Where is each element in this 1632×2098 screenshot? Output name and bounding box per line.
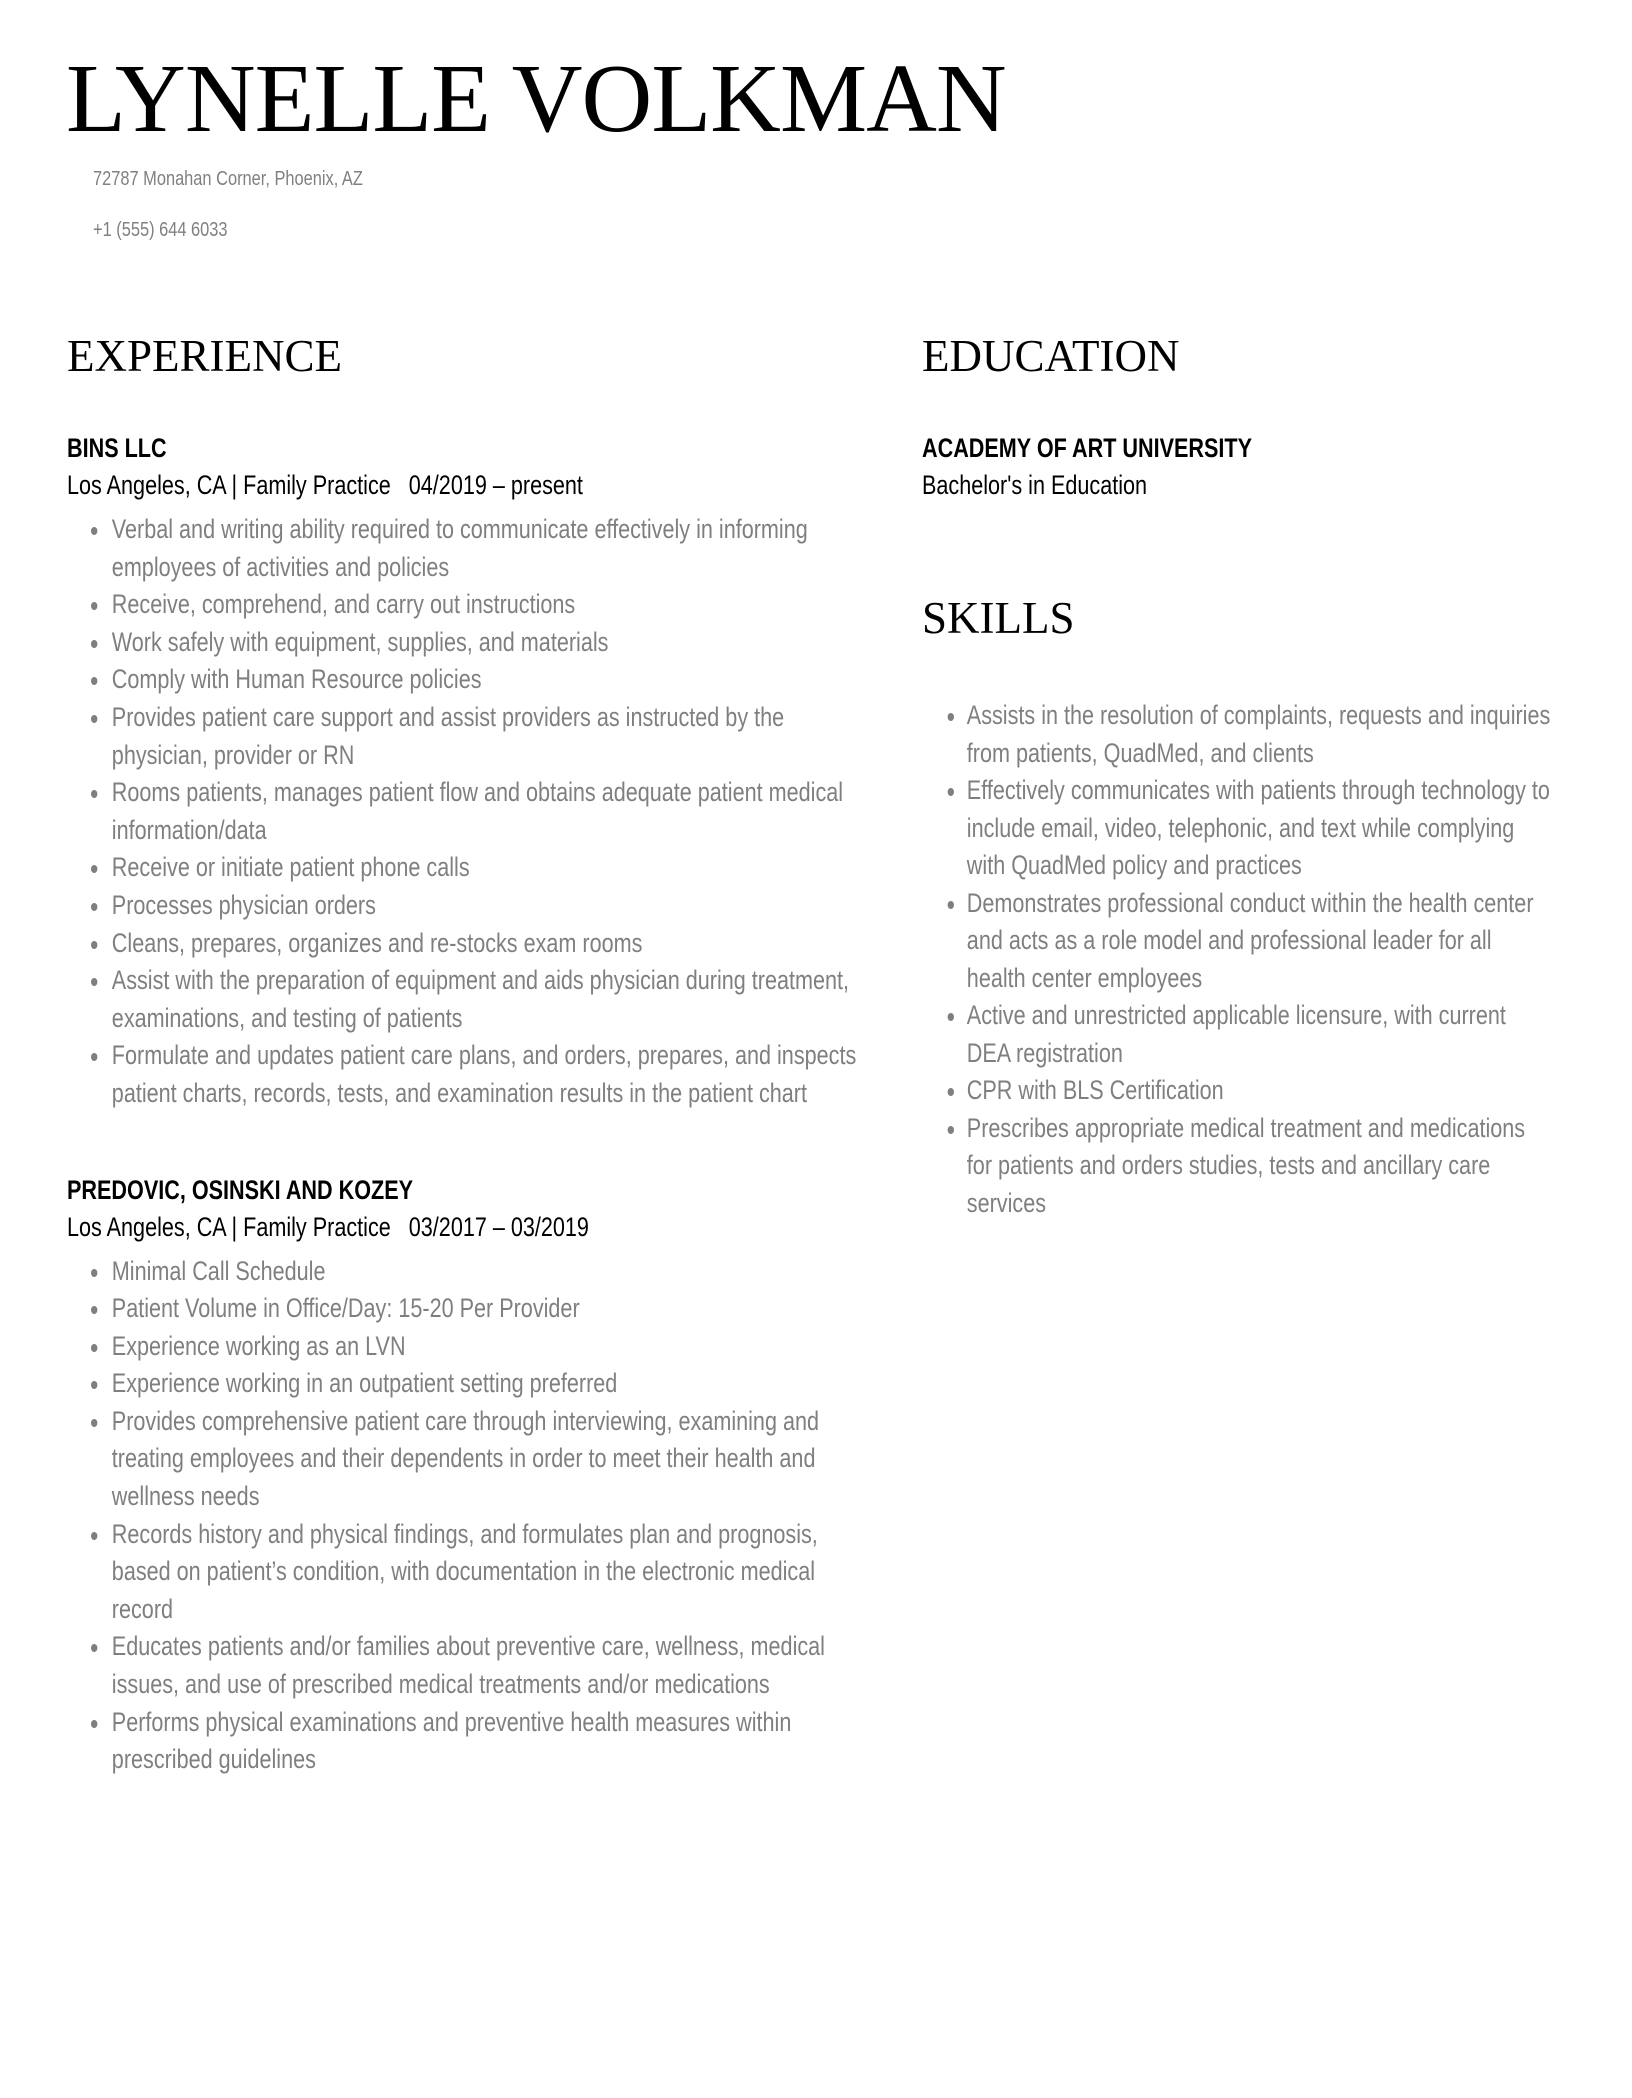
bullet-item [67, 1253, 867, 1291]
education-heading: EDUCATION [922, 331, 1180, 381]
bullet-text: Effectively communicates with patients through technology to include email, video, telephonic, and text while complying with QuadMed policy and practices [966, 775, 1550, 880]
job-department: Family Practice [243, 470, 391, 500]
bullet-dot-icon [91, 677, 97, 685]
bullet-dot-icon [91, 602, 97, 610]
bullet-dot-icon [948, 788, 954, 796]
spacer [391, 1212, 409, 1242]
bullet-text: Assist with the preparation of equipment and aids physician during treatment, examinations, and testing of patients [111, 965, 850, 1033]
company-name: PREDOVIC, OSINSKI AND KOZEY [67, 1174, 414, 1205]
bullet-text: Comply with Human Resource policies [111, 664, 482, 695]
job-entry [67, 1171, 867, 1779]
bullet-dot-icon [948, 1126, 954, 1134]
bullet-dot-icon [91, 1720, 97, 1728]
bullet-text: Rooms patients, manages patient flow and obtains adequate patient medical information/data [111, 777, 844, 845]
bullet-text: Assists in the resolution of complaints, requests and inquiries from patients, QuadMed, and clients [966, 700, 1551, 768]
bullet-dot-icon [91, 1306, 97, 1314]
bullet-text: Receive or initiate patient phone calls [111, 852, 470, 883]
bullet-item [67, 661, 867, 699]
bullet-dot-icon [91, 1532, 97, 1540]
bullet-text: Processes physician orders [111, 889, 376, 920]
bullet-dot-icon [91, 1344, 97, 1352]
bullet-text: Verbal and writing ability required to communicate effectively in informing employees of activities and policies [111, 514, 808, 582]
bullet-item [67, 1628, 867, 1703]
bullet-text: Prescribes appropriate medical treatment and medications for patients and orders studies, tests and ancillary care services [966, 1112, 1526, 1218]
bullet-item [922, 772, 1554, 885]
bullet-text: Records history and physical findings, and formulates plan and prognosis, based on patient’s condition, with documentation in the electronic medical record [111, 1518, 818, 1624]
degree: Bachelor's in Education [922, 470, 1148, 500]
bullet-item [67, 962, 867, 1037]
job-dates: 03/2017 – 03/2019 [408, 1211, 589, 1242]
job-entry [67, 429, 867, 1113]
bullet-dot-icon [91, 527, 97, 535]
bullet-item [67, 887, 867, 925]
job-meta [67, 1210, 707, 1244]
company-name: BINS LLC [67, 433, 167, 463]
skills-heading: SKILLS [922, 593, 1075, 643]
bullet-item [67, 624, 867, 662]
bullet-dot-icon [91, 1419, 97, 1427]
separator: | [225, 1211, 244, 1242]
bullet-dot-icon [91, 941, 97, 949]
job-location: Los Angeles, CA [67, 470, 226, 500]
bullet-text: Work safely with equipment, supplies, and materials [111, 626, 609, 657]
bullet-item [67, 1516, 867, 1629]
bullet-item [67, 1704, 867, 1779]
bullet-text: Receive, comprehend, and carry out instructions [111, 589, 576, 620]
bullet-text: Demonstrates professional conduct within the health center and acts as a role model and professional leader for all health center employees [966, 887, 1534, 993]
bullet-dot-icon [91, 865, 97, 873]
bullet-text: Educates patients and/or families about preventive care, wellness, medical issues, and use of prescribed medical treatments and/or medications [111, 1631, 825, 1700]
bullet-item [67, 1290, 867, 1328]
bullet-text: Active and unrestricted applicable licensure, with current DEA registration [966, 1000, 1506, 1068]
job-bullet-list [67, 511, 867, 1113]
bullet-dot-icon [948, 1088, 954, 1096]
bullet-item [67, 586, 867, 624]
education-entry [922, 429, 1562, 502]
bullet-item [922, 885, 1554, 998]
contact-address: 72787 Monahan Corner, Phoenix, AZ [93, 167, 363, 190]
bullet-dot-icon [91, 790, 97, 798]
bullet-item [67, 849, 867, 887]
bullet-item [67, 699, 867, 774]
bullet-dot-icon [91, 1053, 97, 1061]
bullet-item [922, 1110, 1554, 1223]
contact-phone: +1 (555) 644 6033 [93, 218, 228, 241]
job-bullet-list [67, 1253, 867, 1779]
bullet-dot-icon [948, 713, 954, 721]
bullet-text: Minimal Call Schedule [111, 1255, 326, 1286]
bullet-item [67, 1328, 867, 1366]
bullet-text: Experience working as an LVN [111, 1330, 406, 1361]
bullet-text: Experience working in an outpatient setting preferred [111, 1368, 618, 1399]
bullet-item [67, 1037, 867, 1112]
bullet-dot-icon [91, 715, 97, 723]
separator: | [225, 470, 244, 500]
job-department: Family Practice [243, 1211, 391, 1242]
job-dates: 04/2019 – present [408, 470, 583, 500]
skills-list [922, 697, 1554, 1222]
experience-section [67, 330, 867, 1779]
bullet-item [922, 1072, 1554, 1110]
bullet-item [67, 925, 867, 963]
bullet-text: Patient Volume in Office/Day: 15-20 Per Provider [111, 1293, 580, 1324]
bullet-dot-icon [948, 1013, 954, 1021]
education-skills-column [922, 330, 1562, 1222]
bullet-item [67, 511, 867, 586]
bullet-dot-icon [948, 901, 954, 909]
bullet-dot-icon [91, 903, 97, 911]
bullet-text: Provides patient care support and assist providers as instructed by the physician, provider or RN [111, 701, 785, 770]
bullet-text: Performs physical examinations and preventive health measures within prescribed guidelines [111, 1706, 792, 1775]
bullet-item [67, 1403, 867, 1516]
bullet-dot-icon [91, 640, 97, 648]
bullet-item [922, 997, 1554, 1072]
spacer [391, 470, 409, 500]
bullet-text: CPR with BLS Certification [966, 1075, 1224, 1105]
candidate-name: LYNELLE VOLKMAN [66, 45, 1006, 153]
bullet-dot-icon [91, 1644, 97, 1652]
bullet-text: Cleans, prepares, organizes and re-stocks exam rooms [111, 927, 643, 958]
job-meta [67, 468, 707, 502]
bullet-item [922, 697, 1554, 772]
bullet-dot-icon [91, 1269, 97, 1277]
bullet-dot-icon [91, 1381, 97, 1389]
experience-heading: EXPERIENCE [67, 331, 342, 381]
bullet-item [67, 1365, 867, 1403]
bullet-item [67, 774, 867, 849]
job-location: Los Angeles, CA [67, 1211, 226, 1242]
bullet-text: Provides comprehensive patient care through interviewing, examining and treating employees and their dependents in order to meet their health and wellness needs [111, 1405, 820, 1512]
school-name: ACADEMY OF ART UNIVERSITY [922, 433, 1253, 463]
bullet-text: Formulate and updates patient care plans, and orders, prepares, and inspects patient charts, records, tests, and examination results in the patient chart [111, 1040, 857, 1108]
bullet-dot-icon [91, 978, 97, 986]
